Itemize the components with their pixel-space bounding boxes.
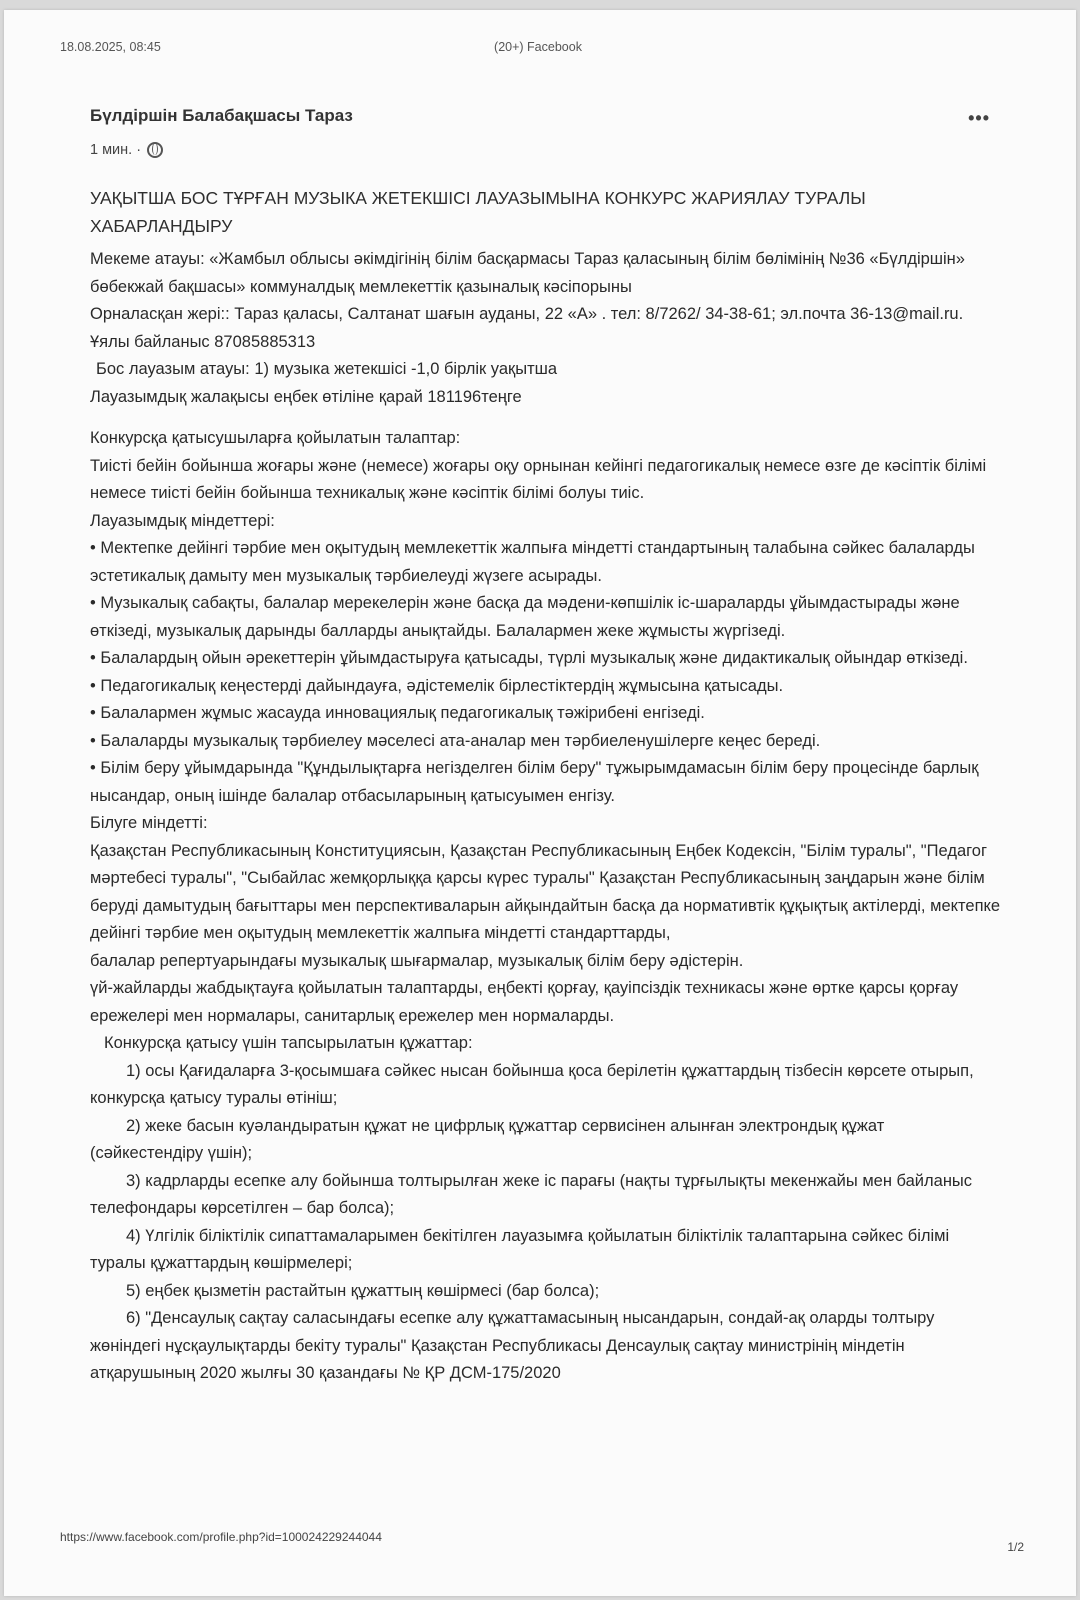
duty-item: • Музыкалық сабақты, балалар мерекелерін және басқа да мәдени-көпшілік іс-шараларды ұйымдастырады және өткізеді, музыкалық дарынды балларды анықтайды. Балалармен жеке жұмысты жүргізеді. xyxy=(90,594,960,640)
knowledge-title: Білуге міндетті: xyxy=(90,814,208,832)
print-footer xyxy=(60,1530,1024,1554)
document-item: 3) кадрларды есепке алу бойынша толтырылған жеке іс парағы (нақты тұрғылықты мекенжайы мен байланыс телефондары көрсетілген – бар болса); xyxy=(90,1171,973,1217)
print-header xyxy=(60,40,1016,56)
institution-line: Мекеме атауы: «Жамбыл облысы әкімдігінің білім басқармасы Тараз қаласының білім бөлімінің №36 «Бүлдіршін» бөбекжай бақшасы» коммуналдық мемлекеттік қазыналық кәсіпорыны xyxy=(90,250,965,296)
requirements-text: Тиісті бейін бойынша жоғары және (немесе) жоғары оқу орнынан кейінгі педагогикалық немесе өзге де кәсіптік білімі немесе тиісті бейін бойынша техникалық және кәсіптік білімі болуы тиіс. xyxy=(90,456,987,502)
post-heading: УАҚЫТША БОС ТҰРҒАН МУЗЫКА ЖЕТЕКШІСІ ЛАУАЗЫМЫНА КОНКУРС ЖАРИЯЛАУ ТУРАЛЫ ХАБАРЛАНДЫРУ xyxy=(90,188,866,236)
post-author[interactable]: Бүлдіршін Балабақшасы Тараз xyxy=(90,106,353,125)
post-time[interactable]: 1 мин. · xyxy=(90,142,142,158)
document-item: 5) еңбек қызметін растайтын құжаттың көшірмесі (бар болса); xyxy=(126,1281,600,1300)
print-url[interactable]: https://www.facebook.com/profile.php?id=100024229244044 xyxy=(60,1530,382,1544)
vacancy-line: Бос лауазым атауы: 1) музыка жетекшісі -1,0 бірлік уақытша xyxy=(96,360,558,378)
knowledge-item: Қазақстан Республикасының Конституциясын, Қазақстан Республикасының Еңбек Кодексін, "Білім туралы", "Педагог мәртебесі туралы", "Сыбайлас жемқорлыққа қарсы күрес туралы" Қазақстан Республикасының заңдарын және білім беруді дамытудың бағыттары мен перспективаларын айқындайтын басқа да нормативтік құқықтық актілерді, мектепке дейінгі тәрбие мен оқытудың мемлекеттік жалпыға міндетті стандарттарды, xyxy=(90,841,1001,942)
document-item: 1) осы Қағидаларға 3-қосымшаға сәйкес нысан бойынша қоса берілетін құжаттардың тізбесін көрсете отырып, конкурсқа қатысу туралы өтініш; xyxy=(90,1061,974,1107)
knowledge-item: балалар репертуарындағы музыкалық шығармалар, музыкалық білім беру әдістерін. xyxy=(90,951,744,970)
document-item: 4) Үлгілік біліктілік сипаттамаларымен бекітілген лауазымға қойылатын біліктілік талаптарына сәйкес білімі туралы құжаттардың көшірмелері; xyxy=(90,1226,950,1272)
duty-item: • Балалармен жұмыс жасауда инновациялық педагогикалық тәжірибені енгізеді. xyxy=(90,704,705,722)
document-item: 6) "Денсаулық сақтау саласындағы есепке алу құжаттамасының нысандарын, сондай-ақ оларды толтыру жөніндегі нұсқаулықтарды бекіту туралы" Қазақстан Республикасы Денсаулық сақтау министрінің міндетін атқарушының 2020 жылғы 30 қазандағы № ҚР ДСМ-175/2020 xyxy=(90,1309,935,1382)
duty-item: • Балалардың ойын әрекеттерін ұйымдастыруға қатысады, түрлі музыкалық және дидактикалық ойындар өткізеді. xyxy=(90,649,968,667)
printed-page xyxy=(4,10,1076,1596)
print-page-title: (20+) Facebook xyxy=(494,40,582,54)
location-line: Орналасқан жері:: Тараз қаласы, Салтанат шағын ауданы, 22 «А» . тел: 8/7262/ 34-38-61; эл.почта 36-13@mail.ru. Ұялы байланыс 87085885313 xyxy=(90,305,964,351)
documents-title: Конкурсқа қатысу үшін тапсырылатын құжаттар: xyxy=(104,1034,473,1052)
print-date-time: 18.08.2025, 08:45 xyxy=(60,40,161,54)
duty-item: • Мектепке дейінгі тәрбие мен оқытудың мемлекеттік жалпыға міндетті стандартының талабына сәйкес балаларды эстетикалық дамыту мен музыкалық тәрбиелеуді жүзеге асырады. xyxy=(90,539,975,585)
document-item: 2) жеке басын куәландыратын құжат не цифрлық құжаттар сервисінен алынған электрондық құжат (сәйкестендіру үшін); xyxy=(90,1116,885,1162)
duties-title: Лауазымдық міндеттері: xyxy=(90,511,275,530)
post-meta xyxy=(90,142,1002,158)
more-options-icon[interactable]: ••• xyxy=(968,108,990,128)
requirements-title: Конкурсқа қатысушыларға қойылатын талаптар: xyxy=(90,429,461,447)
duty-item: • Педагогикалық кеңестерді дайындауға, әдістемелік бірлестіктердің жұмысына қатысады. xyxy=(90,676,784,695)
facebook-post xyxy=(90,106,1002,1388)
duty-item: • Балаларды музыкалық тәрбиелеу мәселесі ата-аналар мен тәрбиеленушілерге кеңес береді. xyxy=(90,731,821,750)
salary-line: Лауазымдық жалақысы еңбек өтіліне қарай 181196теңге xyxy=(90,387,522,406)
globe-icon xyxy=(147,142,163,158)
print-page-number: 1/2 xyxy=(1007,1540,1024,1554)
knowledge-item: үй-жайларды жабдықтауға қойылатын талаптарды, еңбекті қорғау, қауіпсіздік техникасы және өртке қарсы қорғау ережелері мен нормалары, санитарлық ережелер мен нормаларды. xyxy=(90,979,959,1025)
duty-item: • Білім беру ұйымдарында "Құндылықтарға негізделген білім беру" тұжырымдамасын білім беру процесінде барлық нысандар, оның ішінде балалар отбасыларының қатысуымен енгізу. xyxy=(90,759,979,805)
post-body xyxy=(90,246,1002,1388)
